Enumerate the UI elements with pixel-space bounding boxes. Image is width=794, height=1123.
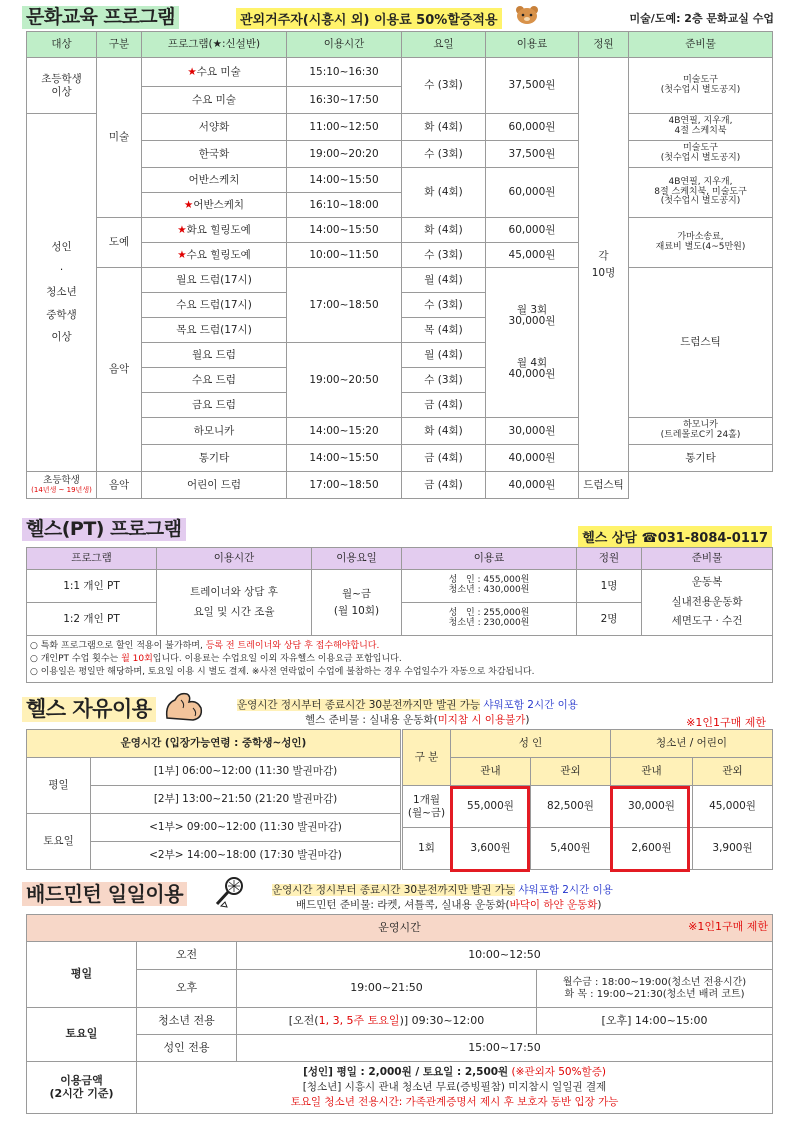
col-header: 프로그램(★:신설반) bbox=[142, 32, 287, 58]
gym-saturday: 토요일 bbox=[27, 814, 91, 870]
pt-capacity: 1명 bbox=[577, 570, 642, 603]
program-name: 하모니카 bbox=[142, 418, 287, 445]
program-name: 한국화 bbox=[142, 141, 287, 168]
target-kids: 초등학생 이상 bbox=[27, 58, 97, 114]
badminton-adult-label: 성인 전용 bbox=[137, 1035, 237, 1062]
gym-inside-header: 관내 bbox=[611, 758, 693, 786]
program-fee: 40,000원 bbox=[486, 445, 579, 472]
gym-price-header: 구 분 bbox=[403, 730, 451, 786]
program-name: ★어반스케치 bbox=[142, 193, 287, 218]
pt-days: 월~금 (월 10회) bbox=[312, 570, 402, 636]
program-day: 수 (3회) bbox=[402, 58, 486, 114]
gym-price: 55,000원 bbox=[451, 786, 531, 828]
badminton-saturday: 토요일 bbox=[27, 1008, 137, 1062]
badminton-afternoon-label: 오후 bbox=[137, 970, 237, 1008]
pt-fee: 성 인 : 255,000원 청소년 : 230,000원 bbox=[402, 603, 577, 636]
gym-price: 45,000원 bbox=[693, 786, 773, 828]
program-day: 목 (4회) bbox=[402, 318, 486, 343]
program-name: 목요 드럼(17시) bbox=[142, 318, 287, 343]
program-name: 수요 미술 bbox=[142, 87, 287, 114]
badminton-morning-label: 오전 bbox=[137, 942, 237, 970]
category-art: 미술 bbox=[97, 58, 142, 218]
program-day: 금 (4회) bbox=[402, 393, 486, 418]
col-header: 프로그램 bbox=[27, 548, 157, 570]
culture-location-note: 미술/도예: 2층 문화교실 수업 bbox=[629, 12, 774, 25]
program-fee: 45,000원 bbox=[486, 243, 579, 268]
gym-info-line1: 운영시간 정시부터 종료시간 30분전까지만 발권 가능 샤워포함 2시간 이용 bbox=[237, 699, 578, 711]
col-header: 이용료 bbox=[486, 32, 579, 58]
col-header: 이용시간 bbox=[157, 548, 312, 570]
culture-title: 문화교육 프로그램 bbox=[22, 6, 179, 29]
gym-inside-header: 관내 bbox=[451, 758, 531, 786]
program-supplies: 미술도구 (첫수업시 별도공지) bbox=[629, 58, 773, 114]
badminton-hours-header: 운영시간 ※1인1구매 제한 bbox=[27, 915, 773, 942]
program-name: ★수요 미술 bbox=[142, 58, 287, 87]
col-header: 이용료 bbox=[402, 548, 577, 570]
program-day: 금 (4회) bbox=[402, 472, 486, 499]
program-supplies: 미술도구 (첫수업시 별도공지) bbox=[629, 141, 773, 168]
program-name: 서양화 bbox=[142, 114, 287, 141]
col-header: 요일 bbox=[402, 32, 486, 58]
col-header: 대상 bbox=[27, 32, 97, 58]
badminton-youth-am: [오전(1, 3, 5주 토요일)] 09:30~12:00 bbox=[237, 1008, 537, 1035]
pt-time: 트레이너와 상담 후 요일 및 시간 조율 bbox=[157, 570, 312, 636]
program-time: 16:30~17:50 bbox=[287, 87, 402, 114]
gym-hours-table bbox=[26, 729, 401, 870]
pt-notes bbox=[27, 636, 773, 683]
pt-table bbox=[26, 547, 773, 683]
gym-session: <1부> 09:00~12:00 (11:30 발권마감) bbox=[91, 814, 401, 842]
program-supplies: 가마소송료, 재료비 별도(4~5만원) bbox=[629, 218, 773, 268]
gym-monthly-label: 1개월 (월~금) bbox=[403, 786, 451, 828]
culture-discount-note: 관외거주자(시흥시 외) 이용료 50%할증적용 bbox=[236, 8, 502, 29]
program-day: 화 (4회) bbox=[402, 168, 486, 218]
badminton-fee-info bbox=[137, 1062, 773, 1114]
gym-price: 5,400원 bbox=[531, 828, 611, 870]
badminton-fee-label: 이용금액 (2시간 기준) bbox=[27, 1062, 137, 1114]
program-fee: 60,000원 bbox=[486, 114, 579, 141]
program-fee: 30,000원 bbox=[486, 418, 579, 445]
program-supplies: 통기타 bbox=[629, 445, 773, 472]
program-name: 어린이 드럼 bbox=[142, 472, 287, 499]
program-day: 수 (3회) bbox=[402, 293, 486, 318]
program-time: 16:10~18:00 bbox=[287, 193, 402, 218]
badminton-weekday: 평일 bbox=[27, 942, 137, 1008]
badminton-adult-time: 15:00~17:50 bbox=[237, 1035, 773, 1062]
program-supplies: 드럼스틱 bbox=[579, 472, 629, 499]
program-fee: 37,500원 bbox=[486, 58, 579, 114]
pt-program: 1:2 개인 PT bbox=[27, 603, 157, 636]
program-day: 월 (4회) bbox=[402, 268, 486, 293]
badminton-limit-note: ※1인1구매 제한 bbox=[688, 920, 769, 933]
program-fee bbox=[486, 268, 579, 418]
program-day: 수 (3회) bbox=[402, 368, 486, 393]
col-header: 정원 bbox=[579, 32, 629, 58]
gym-single-label: 1회 bbox=[403, 828, 451, 870]
col-header: 준비물 bbox=[642, 548, 773, 570]
badminton-youth-pm: [오후] 14:00~15:00 bbox=[537, 1008, 773, 1035]
muscle-arm-icon bbox=[163, 690, 205, 724]
gym-session: [1부] 06:00~12:00 (11:30 발권마감) bbox=[91, 758, 401, 786]
program-day: 화 (4회) bbox=[402, 418, 486, 445]
badminton-fee-line: 토요일 청소년 전용시간: 가족관계증명서 제시 후 보호자 동반 입장 가능 bbox=[290, 1096, 619, 1108]
program-time: 14:00~15:50 bbox=[287, 218, 402, 243]
gym-title: 헬스 자유이용 bbox=[22, 697, 156, 722]
program-time: 15:10~16:30 bbox=[287, 58, 402, 87]
gym-outside-header: 관외 bbox=[693, 758, 773, 786]
program-name: 어반스케치 bbox=[142, 168, 287, 193]
badminton-info-line2: 배드민턴 준비물: 라켓, 셔틀콕, 실내용 운동화(바닥이 하얀 운동화) bbox=[296, 899, 602, 911]
program-name: 금요 드럼 bbox=[142, 393, 287, 418]
program-fee: 40,000원 bbox=[486, 472, 579, 499]
program-day: 화 (4회) bbox=[402, 114, 486, 141]
program-supplies: 4B연필, 지우개, 8절 스케치북, 미술도구 (첫수업시 별도공지) bbox=[629, 168, 773, 218]
program-name: 월요 드럼(17시) bbox=[142, 268, 287, 293]
program-name: 통기타 bbox=[142, 445, 287, 472]
drum-fee-3: 월 3회 30,000원 bbox=[508, 303, 556, 327]
badminton-info-line1: 운영시간 정시부터 종료시간 30분전까지만 발권 가능 샤워포함 2시간 이용 bbox=[272, 884, 613, 896]
col-header: 정원 bbox=[577, 548, 642, 570]
badminton-youth-label: 청소년 전용 bbox=[137, 1008, 237, 1035]
gym-hours-header: 운영시간 (입장가능연령 : 중학생~성인) bbox=[27, 730, 401, 758]
gym-weekday: 평일 bbox=[27, 758, 91, 814]
highlight-box-adult bbox=[450, 786, 530, 872]
badminton-racket-icon bbox=[212, 876, 246, 910]
pt-supplies: 운동복 실내전용운동화 세면도구 · 수건 bbox=[642, 570, 773, 636]
pt-note: ○ 이용일은 평일만 해당하며, 토요일 이용 시 별도 결제. ※사전 연락없이 수업에 불참하는 경우 수업일수가 자동으로 차감됩니다. bbox=[30, 666, 535, 677]
gym-price: 30,000원 bbox=[611, 786, 693, 828]
new-class-star: ★ bbox=[177, 248, 187, 261]
category-music: 음악 bbox=[97, 472, 142, 499]
drum-fee-4: 월 4회 40,000원 bbox=[508, 357, 556, 381]
badminton-afternoon-time: 19:00~21:50 bbox=[237, 970, 537, 1008]
program-day: 수 (3회) bbox=[402, 243, 486, 268]
gym-price: 2,600원 bbox=[611, 828, 693, 870]
pt-consult-phone: 헬스 상담 ☎031-8084-0117 bbox=[578, 526, 772, 547]
gym-session: <2부> 14:00~18:00 (17:30 발권마감) bbox=[91, 842, 401, 870]
program-supplies: 4B연필, 지우개, 4절 스케치북 bbox=[629, 114, 773, 141]
badminton-afternoon-note: 월수금 : 18:00~19:00(청소년 전용시간) 화 목 : 19:00~21:30(청소년 배려 코트) bbox=[537, 970, 773, 1008]
program-supplies: 드럼스틱 bbox=[629, 268, 773, 418]
program-time: 19:00~20:20 bbox=[287, 141, 402, 168]
program-time: 10:00~11:50 bbox=[287, 243, 402, 268]
category-pottery: 도예 bbox=[97, 218, 142, 268]
program-time: 17:00~18:50 bbox=[287, 268, 402, 343]
gym-price: 3,600원 bbox=[451, 828, 531, 870]
new-class-star: ★ bbox=[183, 198, 194, 211]
col-header: 구분 bbox=[97, 32, 142, 58]
program-day: 금 (4회) bbox=[402, 445, 486, 472]
pt-note: ○ 개인PT 수업 횟수는 월 10회입니다. 이용료는 수업요일 이외 자유헬스 이용요금 포함입니다. bbox=[30, 653, 402, 664]
bear-icon bbox=[512, 3, 542, 25]
col-header: 이용요일 bbox=[312, 548, 402, 570]
new-class-star: ★ bbox=[187, 65, 197, 78]
program-name: ★수요 힐링도예 bbox=[142, 243, 287, 268]
program-day: 수 (3회) bbox=[402, 141, 486, 168]
badminton-fee-line: [청소년] 시흥시 관내 청소년 무료(증빙필참) 미지참시 일일권 결제 bbox=[302, 1081, 607, 1093]
gym-info-line2: 헬스 준비물 : 실내용 운동화(미지참 시 이용불가) bbox=[305, 714, 530, 726]
badminton-table bbox=[26, 914, 773, 1114]
gym-youth-header: 청소년 / 어린이 bbox=[611, 730, 773, 758]
pt-note: ○ 특화 프로그램으로 할인 적용이 불가하며, 등록 전 트레이너와 상담 후 접수해야합니다. bbox=[30, 640, 380, 651]
gym-limit-note: ※1인1구매 제한 bbox=[686, 716, 766, 729]
gym-outside-header: 관외 bbox=[531, 758, 611, 786]
category-music: 음악 bbox=[97, 268, 142, 472]
program-fee: 60,000원 bbox=[486, 218, 579, 243]
badminton-fee-line: [성인] 평일 : 2,000원 / 토요일 : 2,500원 (※관외자 50%할증) bbox=[303, 1066, 606, 1078]
program-fee: 60,000원 bbox=[486, 168, 579, 218]
new-class-star: ★ bbox=[177, 223, 187, 236]
pt-fee: 성 인 : 455,000원 청소년 : 430,000원 bbox=[402, 570, 577, 603]
capacity: 각 10명 bbox=[579, 58, 629, 472]
program-time: 11:00~12:50 bbox=[287, 114, 402, 141]
program-time: 14:00~15:20 bbox=[287, 418, 402, 445]
pt-title: 헬스(PT) 프로그램 bbox=[22, 518, 186, 541]
program-name: ★화요 힐링도예 bbox=[142, 218, 287, 243]
program-day: 화 (4회) bbox=[402, 218, 486, 243]
program-name: 월요 드럼 bbox=[142, 343, 287, 368]
program-time: 17:00~18:50 bbox=[287, 472, 402, 499]
target-adult: 성인 · 청소년 중학생 이상 bbox=[27, 114, 97, 472]
gym-adult-header: 성 인 bbox=[451, 730, 611, 758]
program-supplies: 하모니카 (트레몰로C키 24홀) bbox=[629, 418, 773, 445]
pt-capacity: 2명 bbox=[577, 603, 642, 636]
badminton-morning-time: 10:00~12:50 bbox=[237, 942, 773, 970]
badminton-title: 배드민턴 일일이용 bbox=[22, 882, 187, 906]
target-elem: 초등학생 (14년생 ~ 19년생) bbox=[27, 472, 97, 499]
program-time: 19:00~20:50 bbox=[287, 343, 402, 418]
gym-price: 3,900원 bbox=[693, 828, 773, 870]
program-fee: 37,500원 bbox=[486, 141, 579, 168]
culture-table bbox=[26, 31, 773, 499]
pt-program: 1:1 개인 PT bbox=[27, 570, 157, 603]
highlight-box-youth bbox=[610, 786, 690, 872]
gym-session: [2부] 13:00~21:50 (21:20 발권마감) bbox=[91, 786, 401, 814]
program-name: 수요 드럼 bbox=[142, 368, 287, 393]
col-header: 이용시간 bbox=[287, 32, 402, 58]
program-time: 14:00~15:50 bbox=[287, 445, 402, 472]
program-time: 14:00~15:50 bbox=[287, 168, 402, 193]
program-day: 월 (4회) bbox=[402, 343, 486, 368]
gym-price: 82,500원 bbox=[531, 786, 611, 828]
program-name: 수요 드럼(17시) bbox=[142, 293, 287, 318]
col-header: 준비물 bbox=[629, 32, 773, 58]
